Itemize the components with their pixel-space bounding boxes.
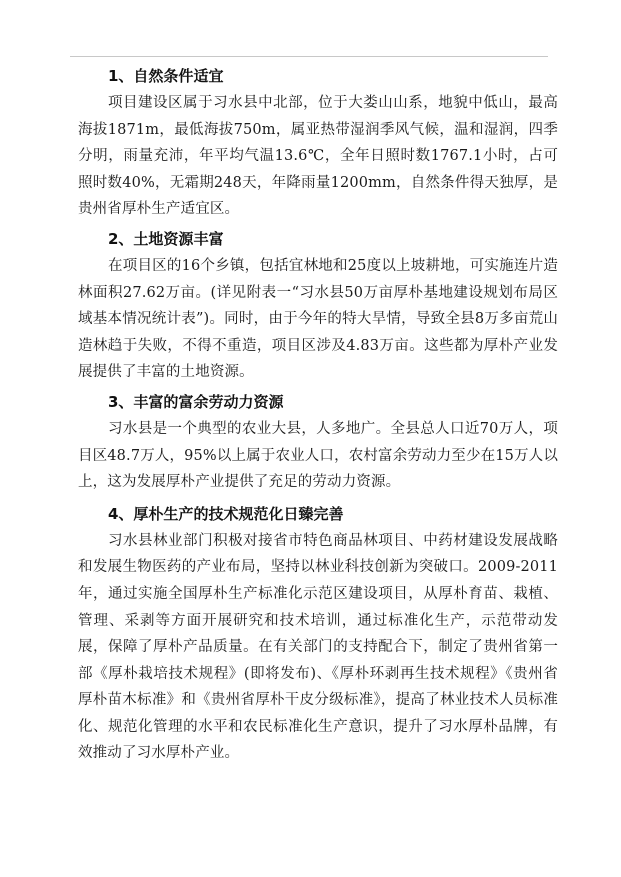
section-paragraph: 习水县林业部门积极对接省市特色商品林项目、中药材建设发展战略和发展生物医药的产业布局，坚持以林业科技创新为突破口。2009-2011年，通过实施全国厚朴生产标准化示范区建设项目，从厚朴育苗、栽植、管理、采剥等方面开展研究和技术培训，通过标准化生产，示范带动发展，保障了厚朴产品质量。在有关部门的支持配合下，制定了贵州省第一部《厚朴栽培技术规程》(即将发布)、《厚朴环剥再生技术规程》《贵州省厚朴苗木标准》和《贵州省厚朴干皮分级标准》，提高了林业技术人员标准化、规范化管理的水平和农民标准化生产意识，提升了习水厚朴品牌，有效推动了习水厚朴产业。 xyxy=(78,532,558,762)
header-rule xyxy=(70,56,548,57)
section-heading: 4、厚朴生产的技术规范化日臻完善 xyxy=(108,504,344,523)
section-paragraph: 在项目区的16个乡镇，包括宜林地和25度以上坡耕地，可实施连片造林面积27.62万亩。(详见附表一“习水县50万亩厚朴基地建设规划布局区域基本情况统计表”)。同时，由于今年的特大旱情，导致全县8万多亩荒山造林趋于失败，不得不重造，项目区涉及4.83万亩。这些都为厚朴产业发展提供了丰富的土地资源。 xyxy=(78,257,558,381)
section-paragraph: 习水县是一个典型的农业大县，人多地广。全县总人口近70万人，项目区48.7万人，95%以上属于农业人口，农村富余劳动力至少在15万人以上，这为发展厚朴产业提供了充足的劳动力资源。 xyxy=(78,420,558,491)
section-paragraph: 项目建设区属于习水县中北部，位于大娄山山系，地貌中低山，最高海拔1871m，最低海拔750m，属亚热带湿润季风气候，温和湿润，四季分明，雨量充沛，年平均气温13.6℃，全年日照时数1767.1小时，占可照时数40%，无霜期248天，年降雨量1200mm，自然条件得天独厚，是贵州省厚朴生产适宜区。 xyxy=(78,95,558,218)
section-heading: 3、丰富的富余劳动力资源 xyxy=(108,392,284,411)
section-labor-resources xyxy=(78,388,558,496)
section-natural-conditions xyxy=(78,62,558,223)
section-heading: 1、自然条件适宜 xyxy=(108,67,224,85)
document-body xyxy=(78,62,558,767)
section-land-resources xyxy=(78,225,558,386)
section-technical-standards xyxy=(78,500,558,767)
section-heading: 2、土地资源丰富 xyxy=(108,229,224,248)
